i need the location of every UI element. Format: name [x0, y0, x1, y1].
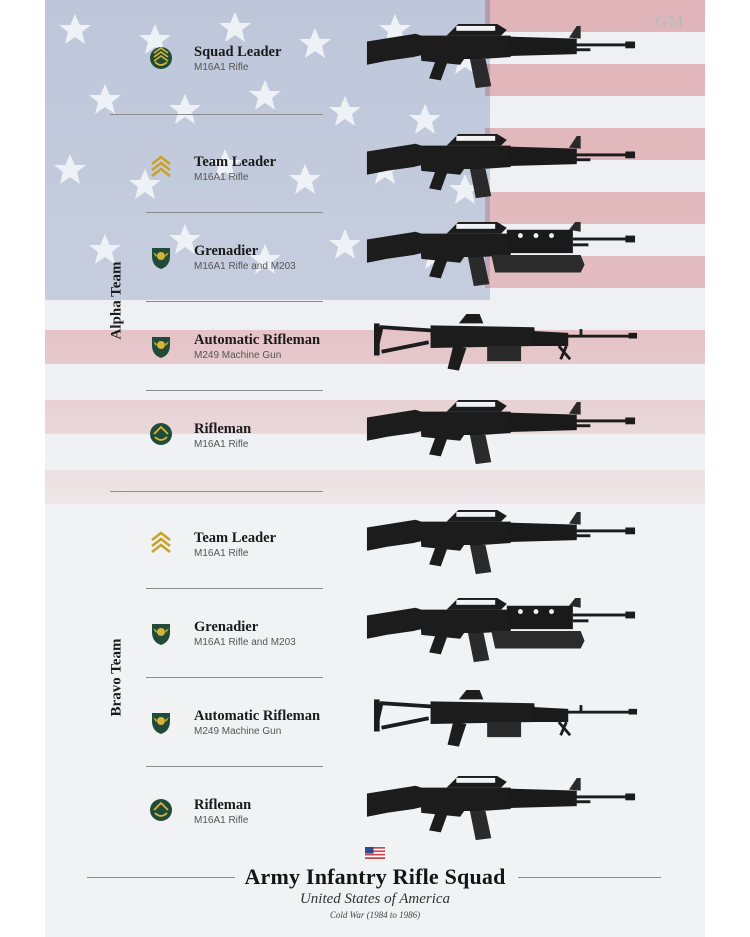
- staff-sergeant-chevron-icon: [150, 45, 172, 71]
- role-title: Automatic Rifleman: [194, 708, 321, 724]
- specialist-insignia-icon: [150, 244, 172, 270]
- m16a1-rifle-image: [363, 400, 639, 468]
- sergeant-chevron-icon: [150, 155, 172, 181]
- role-title: Team Leader: [194, 530, 277, 546]
- role-weapon: M16A1 Rifle: [194, 439, 249, 450]
- role-title: Rifleman: [194, 797, 252, 813]
- role-weapon: M249 Machine Gun: [194, 350, 282, 361]
- role-weapon: M16A1 Rifle and M203: [194, 637, 296, 648]
- poster-title: Army Infantry Rifle Squad: [244, 864, 506, 889]
- m16a1-rifle-image: [363, 776, 639, 844]
- m16a1-m203-rifle-image: [363, 222, 639, 290]
- role-title: Squad Leader: [194, 44, 282, 60]
- row-divider: [146, 301, 323, 302]
- watermark-logo: GM: [655, 12, 685, 31]
- role-weapon: M16A1 Rifle: [194, 172, 249, 183]
- role-weapon: M16A1 Rifle: [194, 62, 249, 73]
- us-flag-icon: [365, 847, 385, 859]
- row-divider: [146, 588, 323, 589]
- row-divider: [146, 677, 323, 678]
- poster: [45, 0, 705, 937]
- role-title: Grenadier: [194, 243, 259, 259]
- pfc-insignia-icon: [150, 797, 172, 823]
- row-divider: [146, 390, 323, 391]
- role-entry: [194, 154, 276, 184]
- row-divider: [146, 766, 323, 767]
- row-divider: [146, 212, 323, 213]
- role-entry: [194, 797, 251, 827]
- pfc-insignia-icon: [150, 421, 172, 447]
- role-entry: [194, 708, 320, 738]
- m16a1-rifle-image: [363, 134, 639, 202]
- role-title: Rifleman: [194, 421, 252, 437]
- m249-machine-gun-image: [365, 314, 647, 380]
- poster-era: Cold War (1984 to 1986): [329, 910, 421, 920]
- m16a1-rifle-image: [363, 24, 639, 92]
- role-entry: [194, 332, 320, 362]
- role-entry: [194, 530, 276, 560]
- specialist-insignia-icon: [150, 709, 172, 735]
- role-entry: [194, 421, 251, 451]
- m249-machine-gun-image: [365, 690, 647, 756]
- team-label-alpha: Alpha Team: [108, 261, 125, 340]
- role-weapon: M16A1 Rifle and M203: [194, 261, 296, 272]
- team-divider: [110, 491, 323, 492]
- role-entry: [194, 243, 296, 273]
- m16a1-rifle-image: [363, 510, 639, 578]
- role-entry: [194, 619, 296, 649]
- poster-subtitle: United States of America: [299, 891, 451, 907]
- role-title: Automatic Rifleman: [194, 332, 321, 348]
- role-weapon: M249 Machine Gun: [194, 726, 282, 737]
- sergeant-chevron-icon: [150, 531, 172, 557]
- role-title: Team Leader: [194, 154, 277, 170]
- specialist-insignia-icon: [150, 620, 172, 646]
- specialist-insignia-icon: [150, 333, 172, 359]
- m16a1-m203-rifle-image: [363, 598, 639, 666]
- role-title: Grenadier: [194, 619, 259, 635]
- team-label-bravo: Bravo Team: [108, 638, 125, 717]
- role-weapon: M16A1 Rifle: [194, 548, 249, 559]
- role-entry: [194, 44, 281, 74]
- role-weapon: M16A1 Rifle: [194, 815, 249, 826]
- row-divider: [110, 114, 323, 115]
